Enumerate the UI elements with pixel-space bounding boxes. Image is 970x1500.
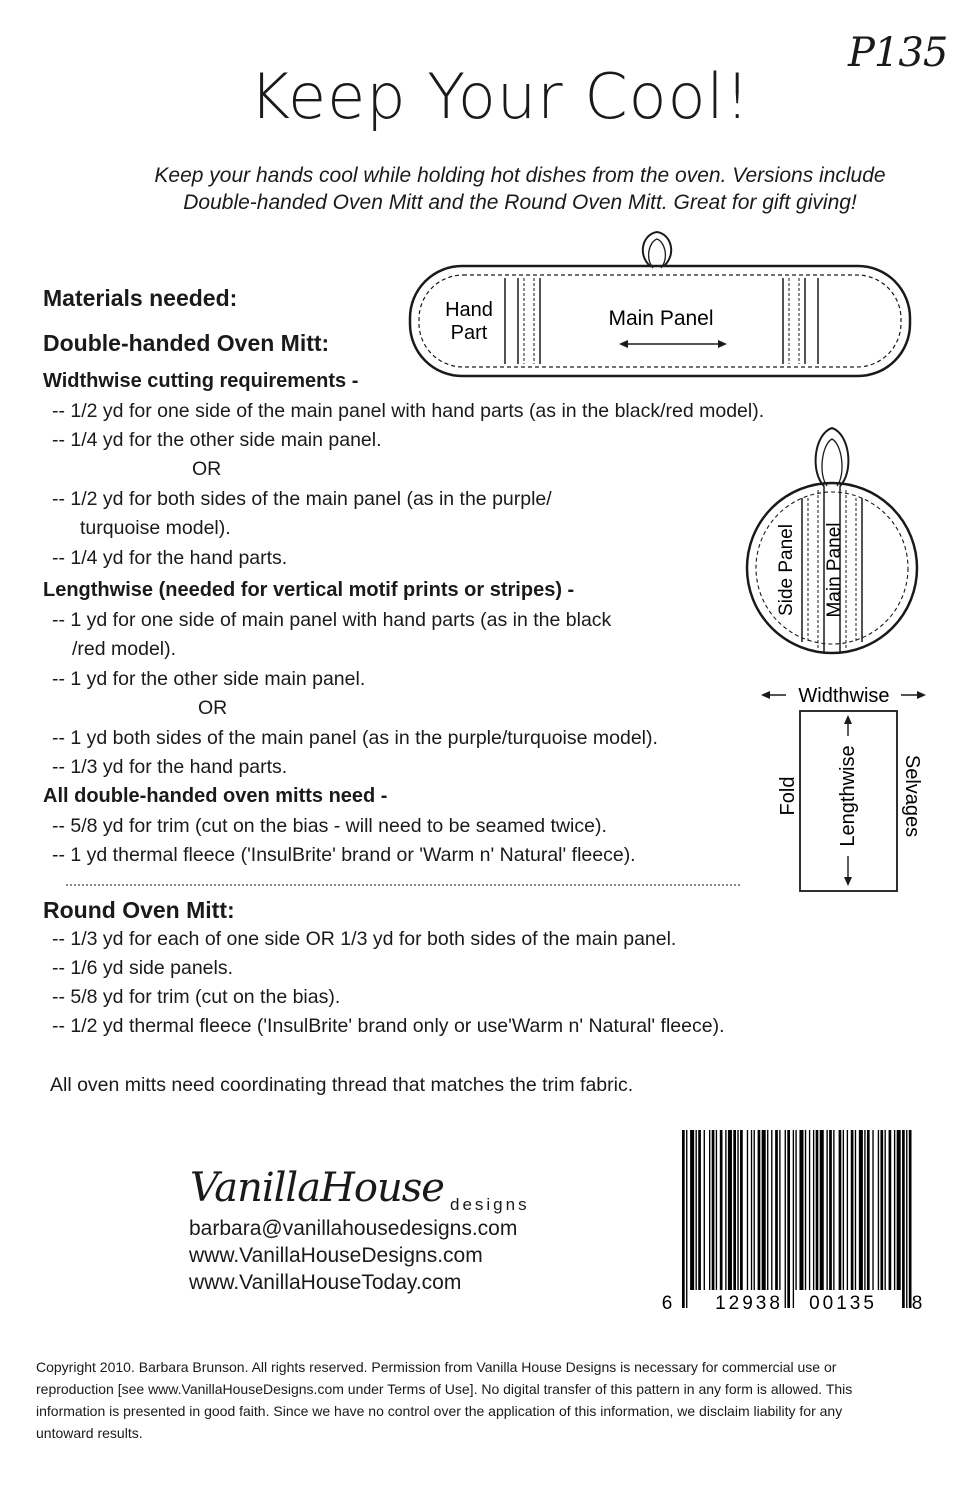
barcode-bar [728,1130,732,1290]
barcode-bar [829,1130,832,1290]
barcode-bar [897,1130,901,1290]
barcode-bar [698,1130,701,1290]
lengthwise-label: Lengthwise [837,745,859,847]
or-separator: OR [198,697,228,719]
barcode-bar [793,1130,794,1308]
barcode-digit: 6 [661,1293,673,1314]
barcode-bar [909,1130,912,1308]
list-item: -- 5/8 yd for trim (cut on the bias - will need to be seamed twice). [52,815,607,837]
barcode-bar [762,1130,766,1290]
barcode-bar [686,1130,687,1308]
double-mitt-heading: Double-handed Oven Mitt: [43,330,330,356]
barcode [660,1128,930,1314]
barcode-bar [747,1130,748,1290]
page-title: Keep Your Cool! [249,60,751,133]
barcode-bar [779,1130,780,1290]
barcode-bar [795,1130,796,1290]
main-panel-label: Main Panel [824,522,845,618]
all-mitts-heading: All double-handed oven mitts need - [43,785,388,807]
copyright-line: untoward results. [36,1425,143,1441]
barcode-bar [682,1130,685,1308]
fabric-diagram [756,678,936,900]
copyright-line: information is presented in good faith. Since we have no control over the application of this information, we disclaim liability for any [36,1403,843,1419]
hand-part-label: Hand [445,299,493,321]
round-mitt-heading: Round Oven Mitt: [43,897,235,923]
list-item: -- 1/2 yd thermal fleece ('InsulBrite' brand only or use'Warm n' Natural' fleece). [52,1015,725,1037]
barcode-bar [809,1130,810,1290]
barcode-bar [696,1130,697,1290]
thread-note: All oven mitts need coordinating thread that matches the trim fabric. [50,1074,634,1096]
list-item-continued: /red model). [72,638,177,660]
hand-part-label: Part [450,322,488,344]
barcode-bar [880,1130,883,1290]
barcode-digits: 00135 [809,1293,877,1314]
barcode-bar [820,1130,824,1290]
barcode-bar [787,1130,790,1308]
barcode-bar [799,1130,803,1290]
list-item: -- 1/4 yd for the other side main panel. [52,429,382,451]
barcode-bar [889,1130,892,1290]
website-link[interactable]: www.VanillaHouseToday.com [189,1271,462,1294]
fold-label: Fold [777,776,799,816]
barcode-bar [843,1130,844,1290]
barcode-bar [816,1130,819,1290]
selvages-label: Selvages [901,754,923,838]
barcode-bar [859,1130,863,1290]
side-panel-label: Side Panel [776,524,797,616]
barcode-bar [767,1130,768,1290]
email-link[interactable]: barbara@vanillahousedesigns.com [189,1217,518,1240]
barcode-bar [851,1130,854,1290]
list-item: -- 1 yd thermal fleece ('InsulBrite' brand or 'Warm n' Natural' fleece). [52,844,636,866]
list-item: -- 1/3 yd for the hand parts. [52,756,288,778]
brand-logo-sub: designs [450,1195,530,1214]
barcode-bar [785,1130,786,1308]
barcode-bar [906,1130,907,1308]
barcode-bar [872,1130,873,1290]
barcode-bar [805,1130,806,1290]
copyright-line: reproduction [see www.VanillaHouseDesigns.com under Terms of Use]. No digital transfer of this pattern in any form is allowed. This [36,1381,853,1397]
widthwise-heading: Widthwise cutting requirements - [43,370,359,392]
barcode-bar [826,1130,827,1290]
barcode-bar [902,1130,905,1308]
main-panel-label: Main Panel [608,307,714,330]
intro-text [80,162,960,216]
barcode-bar [704,1130,705,1290]
barcode-bar [720,1130,723,1290]
list-item: -- 1 yd for one side of main panel with hand parts (as in the black [52,609,612,631]
barcode-bar [733,1130,736,1290]
barcode-bar [737,1130,738,1290]
list-item: -- 1/2 yd for both sides of the main panel (as in the purple/ [52,488,552,510]
barcode-bar [867,1130,870,1290]
copyright-notice [36,1356,936,1444]
or-separator: OR [192,458,222,480]
list-item: -- 1/2 yd for one side of the main panel with hand parts (as in the black/red model). [52,400,765,422]
barcode-bar [771,1130,772,1290]
barcode-bar [864,1130,865,1290]
widthwise-label: Widthwise [798,685,890,707]
barcode-bar [894,1130,895,1290]
barcode-bar [775,1130,778,1290]
round-mitt-diagram [740,420,930,670]
barcode-bar [839,1130,842,1290]
pattern-code: P135 [848,30,948,76]
materials-heading: Materials needed: [43,285,238,311]
list-item: -- 5/8 yd for trim (cut on the bias). [52,986,341,1008]
barcode-digit: 8 [911,1293,923,1314]
list-item: -- 1/6 yd side panels. [52,957,234,979]
brand-logo: VanillaHouse [190,1165,444,1211]
barcode-bar [709,1130,710,1290]
dotted-divider [66,884,740,886]
copyright-line: Copyright 2010. Barbara Brunson. All rights reserved. Permission from Vanilla House Designs is necessary for commercial use or [36,1359,837,1375]
list-item: -- 1 yd for the other side main panel. [52,668,366,690]
barcode-bar [758,1130,761,1290]
barcode-bar [885,1130,886,1290]
intro-line: Keep your hands cool while holding hot dishes from the oven. Versions include [154,164,886,187]
barcode-bar [855,1130,856,1290]
barcode-bar [754,1130,755,1290]
lengthwise-heading: Lengthwise (needed for vertical motif prints or stripes) - [43,579,575,601]
barcode-bar [833,1130,834,1290]
barcode-bar [740,1130,743,1290]
barcode-bar [813,1130,814,1290]
barcode-bar [712,1130,715,1290]
barcode-bar [725,1130,726,1290]
barcode-bar [690,1130,694,1290]
intro-line: Double-handed Oven Mitt and the Round Oven Mitt. Great for gift giving! [183,191,857,214]
website-link[interactable]: www.VanillaHouseDesigns.com [189,1244,483,1267]
barcode-bar [878,1130,879,1290]
barcode-digits: 12938 [715,1293,783,1314]
barcode-bar [847,1130,848,1290]
barcode-bar [751,1130,752,1290]
list-item: -- 1/4 yd for the hand parts. [52,547,288,569]
list-item: -- 1/3 yd for each of one side OR 1/3 yd for both sides of the main panel. [52,928,677,950]
barcode-bar [716,1130,717,1290]
list-item: -- 1 yd both sides of the main panel (as in the purple/turquoise model). [52,727,658,749]
double-mitt-diagram [405,228,915,378]
list-item-continued: turquoise model). [80,517,231,539]
